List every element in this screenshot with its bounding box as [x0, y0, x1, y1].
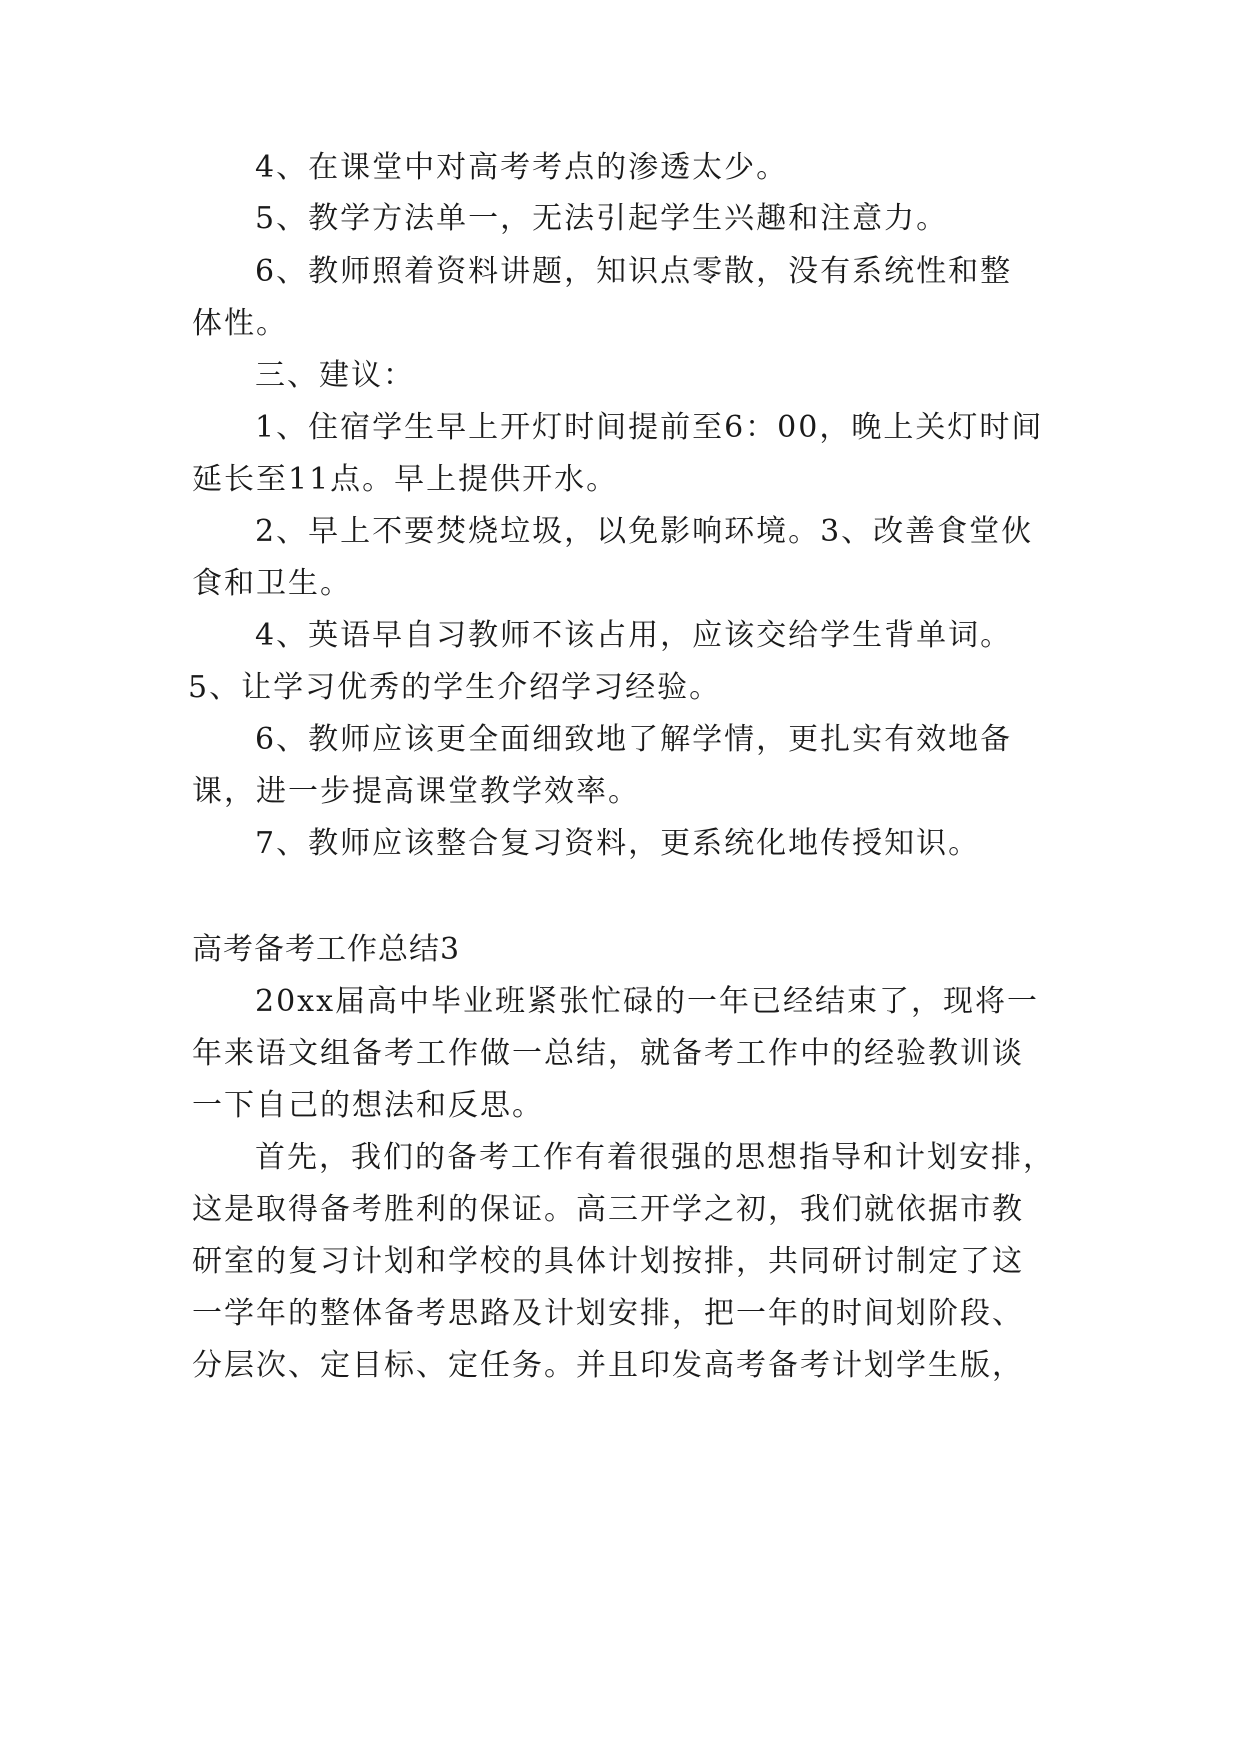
list-item: 4、英语早自习教师不该占用，应该交给学生背单词。: [255, 618, 1013, 653]
paragraph-line: 这是取得备考胜利的保证。高三开学之初，我们就依据市教: [192, 1192, 1024, 1227]
paragraph-line: 一下自己的想法和反思。: [192, 1088, 544, 1123]
list-item: 7、教师应该整合复习资料，更系统化地传授知识。: [255, 826, 981, 861]
list-item-continuation: 体性。: [192, 306, 288, 341]
paragraph-line: 首先，我们的备考工作有着很强的思想指导和计划安排，: [255, 1140, 1055, 1175]
list-item: 6、教师照着资料讲题，知识点零散，没有系统性和整: [255, 254, 1013, 289]
section-heading-suggestions: 三、建议：: [255, 358, 415, 393]
list-item: 6、教师应该更全面细致地了解学情，更扎实有效地备: [255, 722, 1013, 757]
paragraph-line: 年来语文组备考工作做一总结，就备考工作中的经验教训谈: [192, 1036, 1024, 1071]
section-title: 高考备考工作总结3: [192, 932, 461, 967]
list-item: 4、在课堂中对高考考点的渗透太少。: [255, 150, 789, 185]
paragraph-line: 研室的复习计划和学校的具体计划按排，共同研讨制定了这: [192, 1244, 1024, 1279]
paragraph-line: 一学年的整体备考思路及计划安排，把一年的时间划阶段、: [192, 1296, 1024, 1331]
list-item: 1、住宿学生早上开灯时间提前至6：00，晚上关灯时间: [255, 410, 1044, 445]
paragraph-line: 分层次、定目标、定任务。并且印发高考备考计划学生版，: [192, 1348, 1024, 1383]
paragraph-line: 20xx届高中毕业班紧张忙碌的一年已经结束了，现将一: [255, 984, 1040, 1019]
list-item-continuation: 食和卫生。: [192, 566, 352, 601]
list-item: 5、让学习优秀的学生介绍学习经验。: [188, 670, 722, 705]
list-item: 2、早上不要焚烧垃圾，以免影响环境。3、改善食堂伙: [255, 514, 1034, 549]
list-item-continuation: 课，进一步提高课堂教学效率。: [192, 774, 640, 809]
list-item-continuation: 延长至11点。早上提供开水。: [192, 462, 619, 497]
list-item: 5、教学方法单一，无法引起学生兴趣和注意力。: [255, 201, 949, 236]
